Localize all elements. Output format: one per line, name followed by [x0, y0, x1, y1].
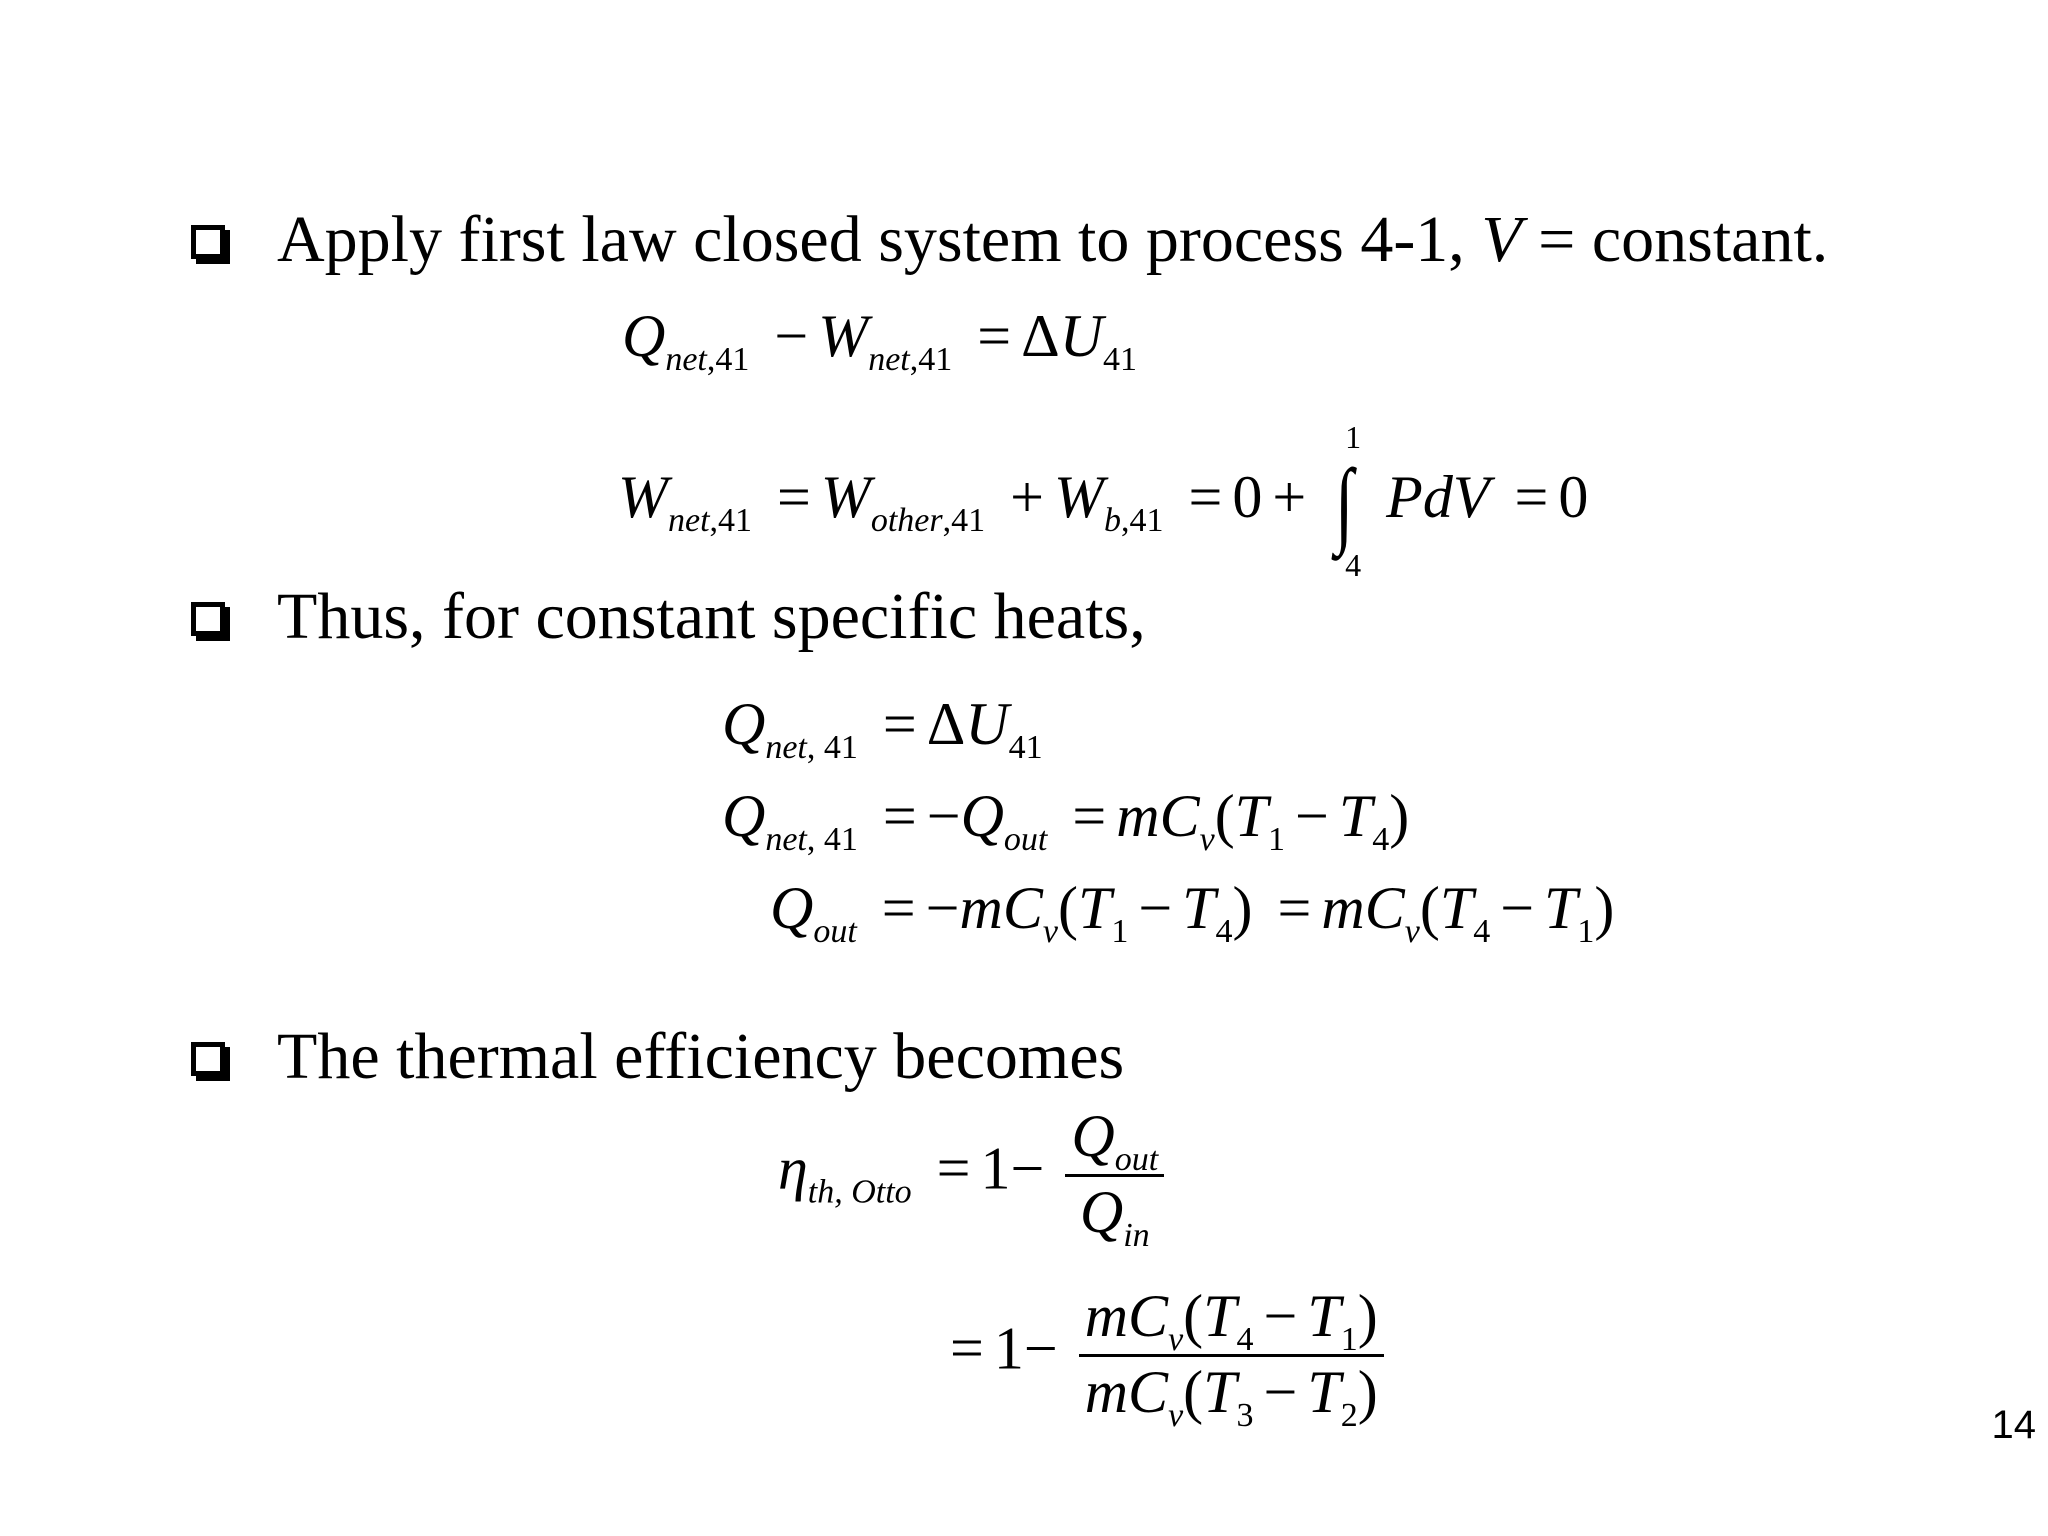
checkbox-bullet-icon: [191, 1042, 225, 1076]
equation-work: $W_{net,41} = W_{other,41} + W_{b,41} = 0$ + 1 ∫ 4 PdV = 0: [618, 419, 1589, 583]
bullet-first-law: [191, 203, 1829, 276]
page-number: 14: [1991, 1403, 2036, 1447]
fraction-temperature-ratio: $\frac{mC_v(T_4 - T_1)}{mC_v(T_3 - T_2)}$: [1079, 1285, 1384, 1424]
equation-first-law: $Q_{net,41} - W_{net,41} = \Delta U_{41}$: [622, 303, 1138, 378]
equation-heat-out: $Q_{out} = -mC_v(T_1 - T_4) = mC_v(T_4 - T_1)$: [770, 875, 1615, 950]
checkbox-bullet-icon: [191, 225, 225, 259]
bullet-thermal-efficiency: [191, 1020, 1125, 1093]
bullet-text: Apply first law closed system to process 4-1, V = constant.: [277, 203, 1829, 276]
checkbox-bullet-icon: [191, 602, 225, 636]
bullet-text: The thermal efficiency becomes: [277, 1020, 1125, 1093]
equation-efficiency-temperature: = 1− $\frac{mC_v(T_4 - T_1)}{mC_v(T_3 - T_2)}$: [940, 1285, 1384, 1424]
fraction-heat-ratio: $\frac{Q_{out}}{Q_{in}}$: [1065, 1105, 1164, 1244]
equation-heat-out-negative: $Q_{net, 41} = -Q_{out} = mC_v(T_1 - T_4)$: [722, 783, 1410, 858]
equation-heat-internal-energy: $Q_{net, 41} = \Delta U_{41}$: [722, 691, 1043, 766]
bullet-text: Thus, for constant specific heats,: [277, 580, 1146, 653]
integral-sign: 1 ∫ 4: [1335, 419, 1362, 583]
equation-efficiency-heat: $\eta_{th, Otto} = 1-$ $\frac{Q_{out}}{Q_{in}}$: [778, 1105, 1164, 1244]
bullet-specific-heats: [191, 580, 1146, 653]
